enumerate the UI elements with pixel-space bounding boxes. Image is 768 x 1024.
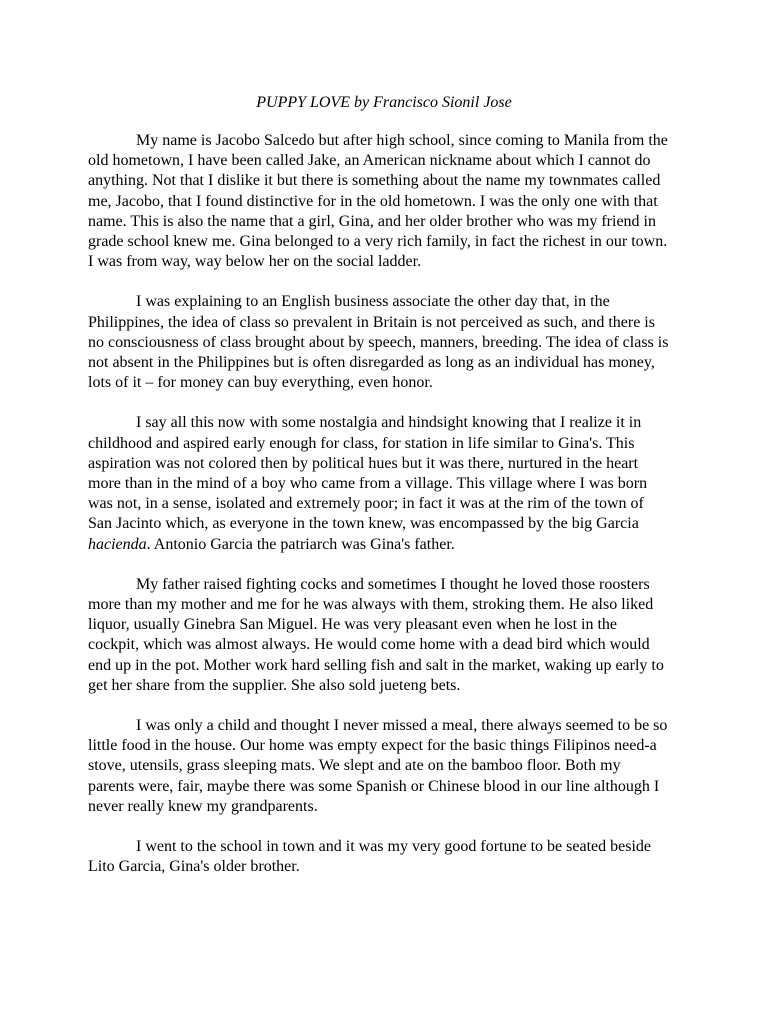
document-body bbox=[88, 131, 670, 898]
paragraph-3 bbox=[88, 413, 670, 554]
paragraph-3-text-before: I say all this now with some nostalgia and hindsight knowing that I realize it in childhood and aspired early enough for class, for station in life similar to Gina's. This aspiration was not colored then by political hues but it was there, nurtured in the heart more than in the mind of a boy who came from a village. This village where I was born was not, in a sense, isolated and extremely poor; in fact it was at the rim of the town of San Jacinto which, as everyone in the town knew, was encompassed by the big Garcia bbox=[88, 414, 648, 533]
paragraph-5: I was only a child and thought I never missed a meal, there always seemed to be so little food in the house. Our home was empty expect for the basic things Filipinos need-a stove, utensils, grass sleeping mats. We slept and ate on the bamboo floor. Both my parents were, fair, maybe there was some Spanish or Chinese blood in our line although I never really knew my grandparents. bbox=[88, 717, 668, 815]
paragraph-4: My father raised fighting cocks and sometimes I thought he loved those roosters more than my mother and me for he was always with them, stroking them. He also liked liquor, usually Ginebra San Miguel. He was very pleasant even when he lost in the cockpit, which was almost always. He would come home with a dead bird which would end up in the pot. Mother work hard selling fish and salt in the market, waking up early to get her share from the supplier. She also sold jueteng bets. bbox=[88, 575, 664, 694]
paragraph-6: I went to the school in town and it was my very good fortune to be seated beside Lito Garcia, Gina's older brother. bbox=[88, 838, 651, 876]
paragraph-2: I was explaining to an English business associate the other day that, in the Philippines, the idea of class so prevalent in Britain is not perceived as such, and there is no consciousness of class brought about by speech, manners, breeding. The idea of class is not absent in the Philippines but is often disregarded as long as an individual has money, lots of it – for money can buy everything, even honor. bbox=[88, 293, 669, 392]
document-title: PUPPY LOVE by Francisco Sionil Jose bbox=[256, 94, 512, 111]
paragraph-3-text-after: . Antonio Garcia the patriarch was Gina's father. bbox=[146, 535, 455, 553]
paragraph-1: My name is Jacobo Salcedo but after high school, since coming to Manila from the old hometown, I have been called Jake, an American nickname about which I cannot do anything. Not that I dislike it but there is something about the name my townmates called me, Jacobo, that I found distinctive for in the old hometown. I was the only one with that name. This is also the name that a girl, Gina, and her older brother who was my friend in grade school knew me. Gina belonged to a very rich family, in fact the richest in our town. I was from way, way below her on the social ladder. bbox=[88, 132, 668, 271]
paragraph-3-italic-word: hacienda bbox=[88, 535, 147, 553]
